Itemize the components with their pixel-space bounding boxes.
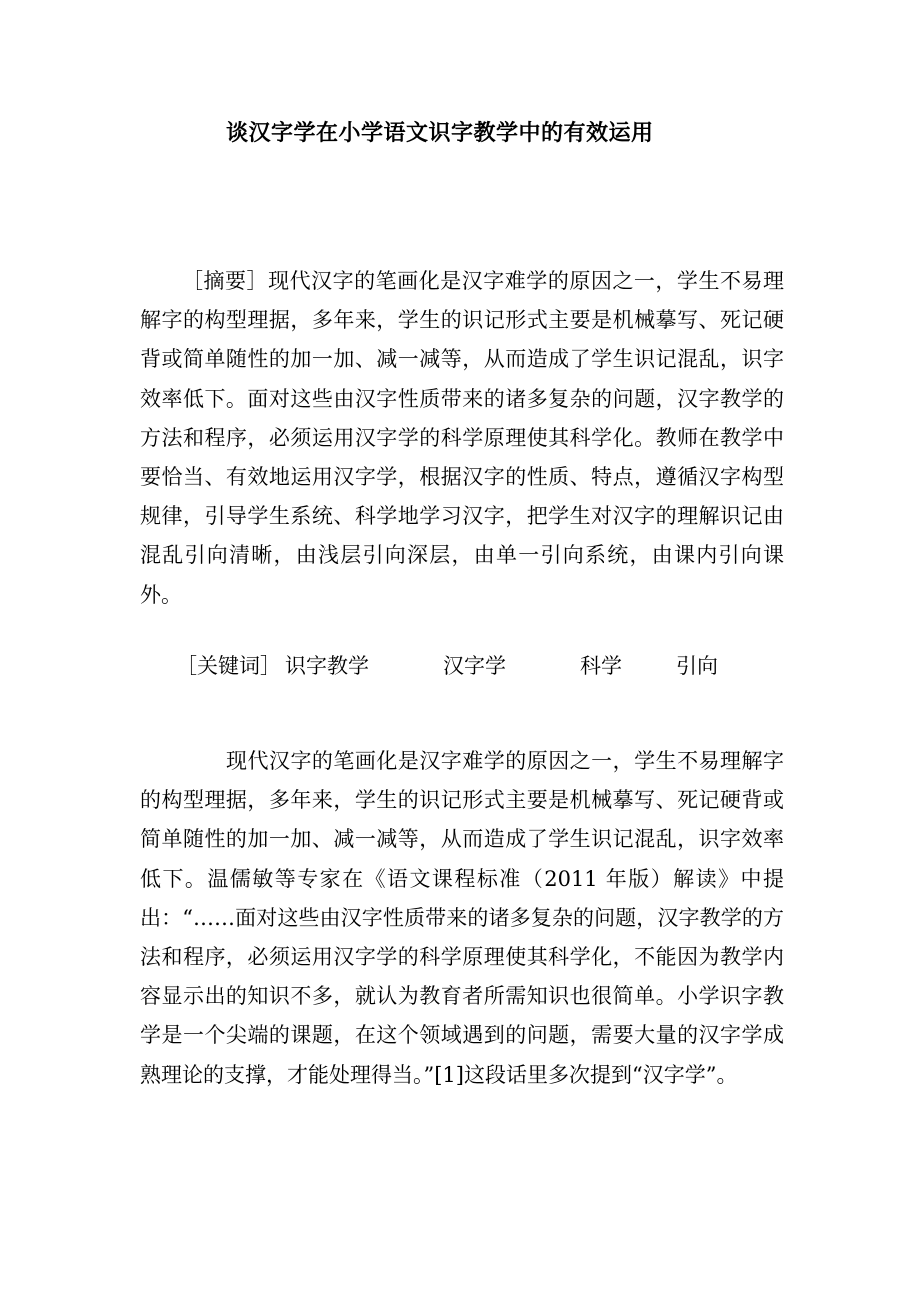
keyword-item: 汉字学 [443, 654, 506, 678]
keyword-item: 识字教学 [285, 654, 369, 678]
document-title: 谈汉字学在小学语文识字教学中的有效运用 [226, 121, 654, 146]
keyword-item: 科学 [580, 654, 622, 678]
abstract-paragraph: ［摘要］现代汉字的笔画化是汉字难学的原因之一，学生不易理解字的构型理据，多年来，学生的识记形式主要是机械摹写、死记硬背或简单随性的加一加、减一减等，从而造成了学生识记混乱，识字效率低下。面对这些由汉字性质带来的诸多复杂的问题，汉字教学的方法和程序，必须运用汉字学的科学原理使其科学化。教师在教学中要恰当、有效地运用汉字学，根据汉字的性质、特点，遵循汉字构型规律，引导学生系统、科学地学习汉字，把学生对汉字的理解识记由混乱引向清晰，由浅层引向深层，由单一引向系统，由课内引向课外。 [140, 269, 784, 607]
body-paragraph: 现代汉字的笔画化是汉字难学的原因之一，学生不易理解字的构型理据，多年来，学生的识记形式主要是机械摹写、死记硬背或简单随性的加一加、减一减等，从而造成了学生识记混乱，识字效率低下。温儒敏等专家在《语文课程标准（2011 年版）解读》中提出：“……面对这些由汉字性质带来的诸多复杂的问题，汉字教学的方法和程序，必须运用汉字学的科学原理使其科学化，不能因为教学内容显示出的知识不多，就认为教育者所需知识也很简单。小学识字教学是一个尖端的课题，在这个领域遇到的问题，需要大量的汉字学成熟理论的支撑，才能处理得当。”[1]这段话里多次提到“汉字学”。 [140, 749, 784, 1087]
keywords-line [176, 648, 718, 684]
keyword-item: 引向 [676, 654, 718, 678]
keywords-label: ［关键词］ [176, 654, 281, 678]
